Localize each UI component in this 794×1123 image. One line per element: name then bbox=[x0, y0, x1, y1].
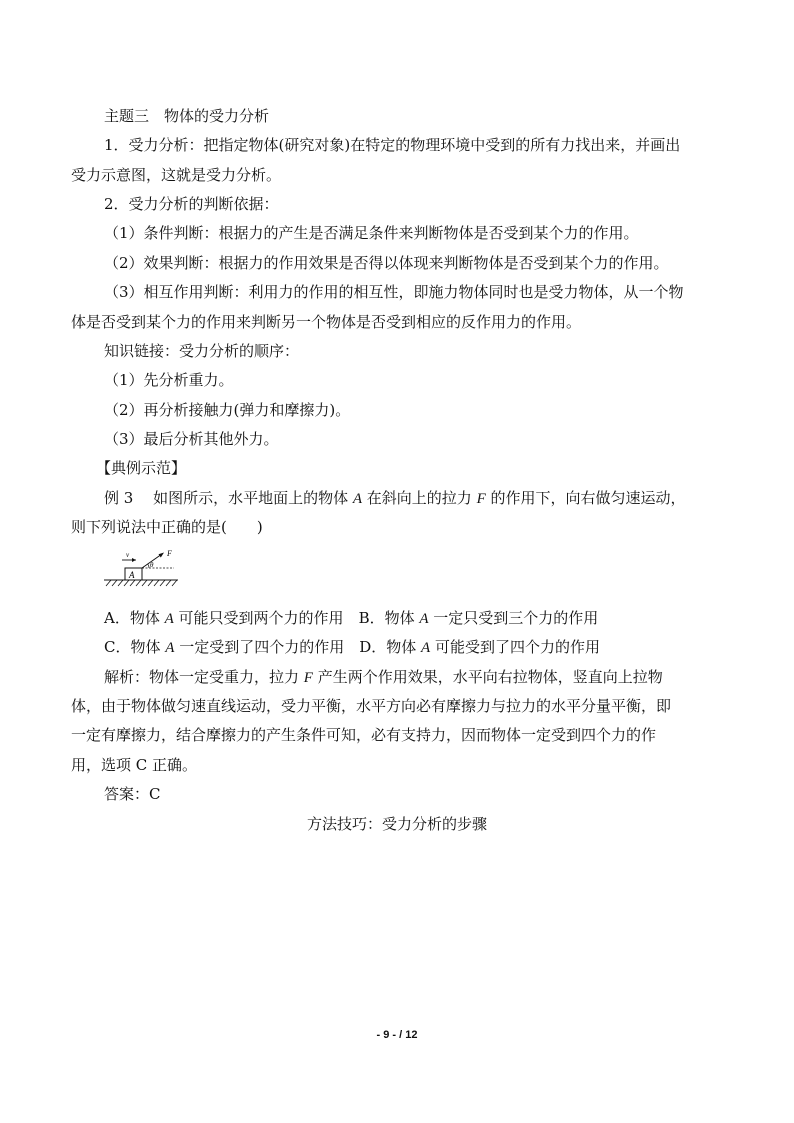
method-title: 方法技巧：受力分析的步骤 bbox=[306, 815, 487, 833]
velocity-label: v bbox=[126, 551, 130, 559]
question-var-a: A bbox=[352, 491, 363, 507]
analysis-var-f: F bbox=[303, 670, 313, 686]
angle-arc bbox=[148, 564, 149, 568]
analysis-line2: 体，由于物体做匀速直线运动，受力平衡，水平方向必有摩擦力与拉力的水平分量平衡，即 bbox=[71, 697, 672, 715]
topic-title: 主题三 物体的受力分析 bbox=[104, 107, 270, 125]
option-b-prefix: B．物体 bbox=[358, 609, 420, 627]
analysis-line3: 一定有摩擦力，结合摩擦力的产生条件可知，必有支持力，因而物体一定受到四个力的作 bbox=[71, 726, 657, 744]
option-a-var: A bbox=[164, 611, 174, 627]
point2-item3-line2: 体是否受到某个力的作用来判断另一个物体是否受到相应的反作用力的作用。 bbox=[71, 313, 582, 331]
option-c-prefix: C．物体 bbox=[104, 638, 166, 656]
point2-item3-line1: （3）相互作用判断：利用力的作用的相互性，即施力物体同时也是受力物体，从一个物 bbox=[104, 283, 684, 301]
option-a-suffix: 可能只受到两个力的作用 bbox=[173, 609, 359, 627]
option-a-prefix: A．物体 bbox=[104, 609, 165, 627]
point1-line2: 受力示意图，这就是受力分析。 bbox=[71, 166, 282, 184]
options-line2 bbox=[104, 637, 600, 658]
example-header: 【典例示范】 bbox=[96, 459, 187, 477]
angle-theta-label: θ bbox=[150, 561, 154, 569]
options-line1 bbox=[104, 608, 598, 629]
option-b-suffix: 一定只受到三个力的作用 bbox=[428, 609, 599, 627]
question-suffix: 的作用下，向右做匀速运动， bbox=[485, 489, 686, 507]
option-c-var: A bbox=[165, 640, 175, 656]
question-var-f: F bbox=[476, 491, 486, 507]
force-diagram bbox=[104, 546, 214, 592]
velocity-arrowhead bbox=[132, 558, 136, 562]
force-f-label: F bbox=[167, 549, 172, 558]
option-c-suffix: 一定受到了四个力的作用 bbox=[174, 638, 360, 656]
force-f-arrowhead bbox=[159, 553, 165, 558]
option-d-prefix: D．物体 bbox=[359, 638, 421, 656]
link-item2: （2）再分析接触力(弹力和摩擦力)。 bbox=[104, 401, 351, 419]
link-item3: （3）最后分析其他外力。 bbox=[104, 430, 279, 448]
point2-title: 2．受力分析的判断依据： bbox=[104, 195, 279, 213]
question-mid: 在斜向上的拉力 bbox=[362, 489, 477, 507]
page-number: - 9 - / 12 bbox=[376, 1029, 418, 1041]
answer: 答案：C bbox=[104, 785, 161, 803]
option-d-suffix: 可能受到了四个力的作用 bbox=[430, 638, 600, 656]
analysis-prefix: 解析：物体一定受重力，拉力 bbox=[104, 668, 304, 686]
point2-item2: （2）效果判断：根据力的作用效果是否得以体现来判断物体是否受到某个力的作用。 bbox=[104, 254, 669, 272]
analysis-suffix: 产生两个作用效果，水平向右拉物体，竖直向上拉物 bbox=[312, 668, 663, 686]
block-a-label: A bbox=[129, 570, 135, 580]
point2-item1: （1）条件判断：根据力的产生是否满足条件来判断物体是否受到某个力的作用。 bbox=[104, 224, 639, 242]
analysis-line1 bbox=[104, 667, 663, 688]
point1-line1: 1．受力分析：把指定物体(研究对象)在特定的物理环境中受到的所有力找出来，并画出 bbox=[104, 136, 681, 154]
question-prefix: 例 3 如图所示，水平地面上的物体 bbox=[104, 489, 353, 507]
example-question-line1 bbox=[104, 488, 686, 509]
analysis-line4: 用，选项 C 正确。 bbox=[71, 756, 198, 774]
example-question-line2: 则下列说法中正确的是( ) bbox=[71, 518, 263, 536]
option-b-var: A bbox=[419, 611, 429, 627]
option-d-var: A bbox=[421, 640, 431, 656]
link-title: 知识链接：受力分析的顺序： bbox=[104, 342, 300, 360]
link-item1: （1）先分析重力。 bbox=[104, 371, 234, 389]
ground-hatch bbox=[106, 580, 177, 586]
